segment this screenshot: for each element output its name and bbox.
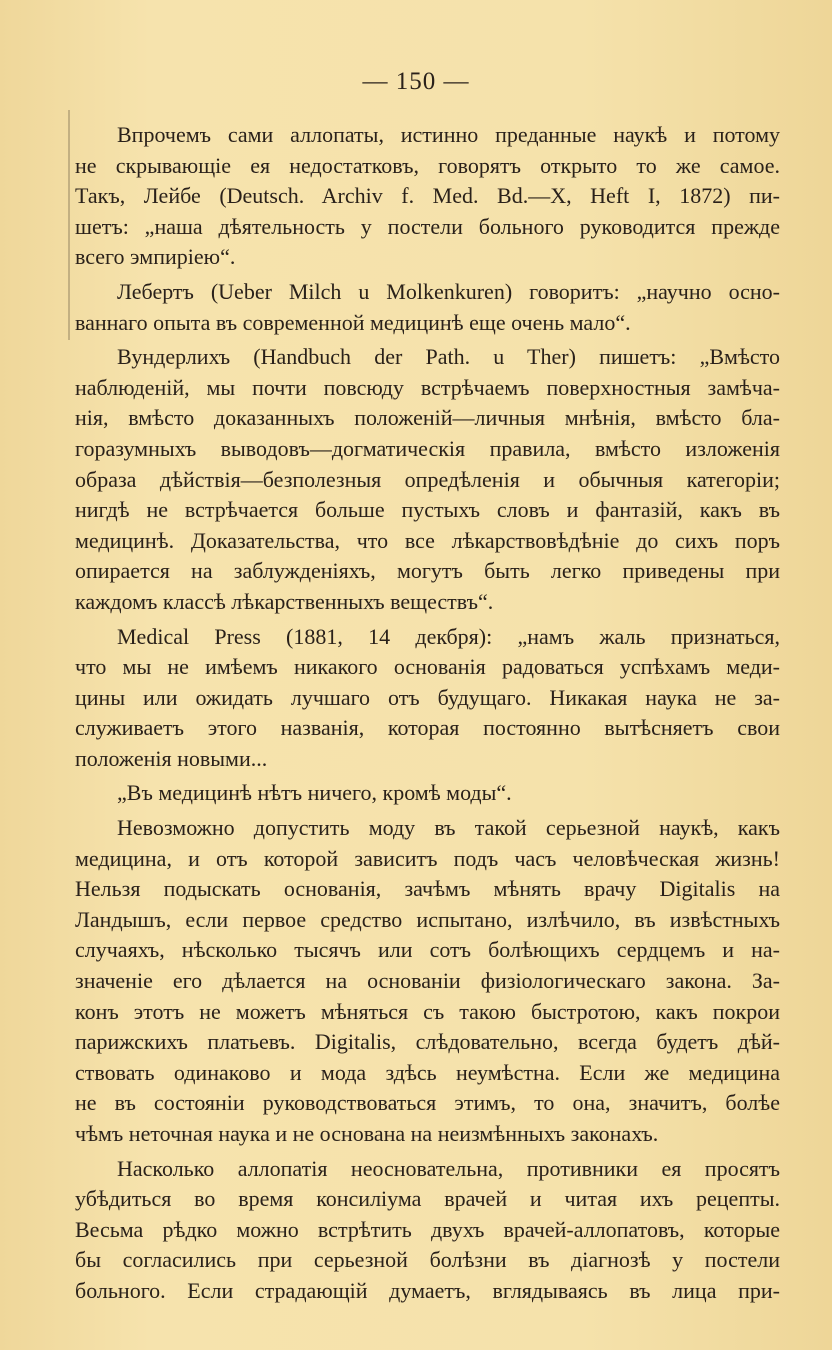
text-line: наблюденій, мы почти повсюду встрѣчаемъ поверхностныя замѣча- — [75, 374, 780, 400]
text-line: Нельзя подыскать основанія, зачѣмъ мѣнять врачу Digitalis на — [75, 876, 780, 902]
text-line: ствовать одинаково и мода здѣсь неумѣстна. Если же медицина — [75, 1059, 780, 1085]
text-line: чѣмъ неточная наука и не основана на неизмѣнныхъ законахъ. — [75, 1121, 659, 1146]
text-line: убѣдиться во время консиліума врачей и читая ихъ рецепты. — [75, 1186, 780, 1212]
text-line: Такъ, Лейбе (Deutsch. Archiv f. Med. Bd.—X, Heft I, 1872) пи- — [75, 183, 780, 209]
text-line: цины или ожидать лучшаго отъ будущаго. Никакая наука не за- — [75, 684, 780, 710]
text-line: Лебертъ (Ueber Milch u Molkenkuren) говоритъ: „научно осно- — [117, 278, 780, 304]
text-line: положенія новыми... — [75, 745, 268, 771]
page-number: — 150 — — [362, 68, 470, 95]
text-line: Medical Press (1881, 14 декбря): „намъ жаль признаться, — [117, 623, 780, 649]
text-line: парижскихъ платьевъ. Digitalis, слѣдовательно, всегда будетъ дѣй- — [75, 1029, 780, 1055]
text-line: „Въ медицинѣ нѣтъ ничего, кромѣ моды“. — [117, 780, 512, 806]
body-text — [75, 120, 780, 1307]
text-line: случаяхъ, нѣсколько тысячъ или сотъ болѣющихъ сердцемъ и на- — [75, 937, 780, 963]
text-line: не въ состояніи руководствоваться этимъ, то она, значитъ, болѣе — [75, 1090, 780, 1116]
text-line: всего эмпиріею“. — [75, 244, 236, 270]
text-line: бы согласились при серьезной болѣзни въ діагнозѣ у постели — [75, 1247, 780, 1273]
text-line: Впрочемъ сами аллопаты, истинно преданные наукѣ и потому — [117, 122, 780, 147]
text-line: Ландышъ, если первое средство испытано, излѣчило, въ извѣстныхъ — [75, 906, 780, 932]
text-line: медицинѣ. Доказательства, что все лѣкарствовѣдѣніе до сихъ поръ — [75, 527, 780, 553]
text-line: что мы не имѣемъ никакого основанія радоваться успѣхамъ меди- — [75, 654, 780, 680]
margin-mark — [68, 110, 70, 340]
text-line: каждомъ классѣ лѣкарственныхъ веществъ“. — [75, 588, 494, 614]
text-line: Вундерлихъ (Handbuch der Path. u Ther) пишетъ: „Вмѣсто — [117, 344, 780, 370]
text-line: больного. Если страдающій думаетъ, вглядываясь въ лица при- — [75, 1277, 780, 1303]
text-line: не скрывающіе ея недостатковъ, говорятъ открыто то же самое. — [75, 152, 780, 178]
text-line: Невозможно допустить моду въ такой серьезной наукѣ, какъ — [117, 815, 780, 841]
text-line: горазумныхъ выводовъ—догматическія правила, вмѣсто изложенія — [75, 435, 780, 461]
text-line: нія, вмѣсто доказанныхъ положеній—личныя мнѣнія, вмѣсто бла- — [75, 405, 780, 431]
text-line: опирается на заблужденіяхъ, могутъ быть легко приведены при — [75, 558, 780, 584]
text-line: ваннаго опыта въ современной медицинѣ еще очень мало“. — [75, 309, 631, 335]
text-line: служиваетъ этого названія, которая постоянно вытѣсняетъ свои — [75, 715, 780, 741]
text-line: значеніе его дѣлается на основаніи физіологическаго закона. За- — [75, 968, 780, 994]
text-line: образа дѣйствія—безполезныя опредѣленія и обычныя категоріи; — [75, 466, 780, 492]
text-line: медицина, и отъ которой зависитъ подъ часъ человѣческая жизнь! — [75, 845, 780, 871]
text-line: конъ этотъ не можетъ мѣняться съ такою быстротою, какъ покрои — [75, 998, 780, 1024]
text-line: Весьма рѣдко можно встрѣтить двухъ врачей-аллопатовъ, которые — [75, 1216, 780, 1242]
text-line: Насколько аллопатія неосновательна, противники ея просятъ — [117, 1155, 780, 1181]
text-line: шетъ: „наша дѣятельность у постели больного руководится прежде — [75, 213, 780, 239]
text-line: нигдѣ не встрѣчается больше пустыхъ словъ и фантазій, какъ въ — [75, 497, 780, 523]
